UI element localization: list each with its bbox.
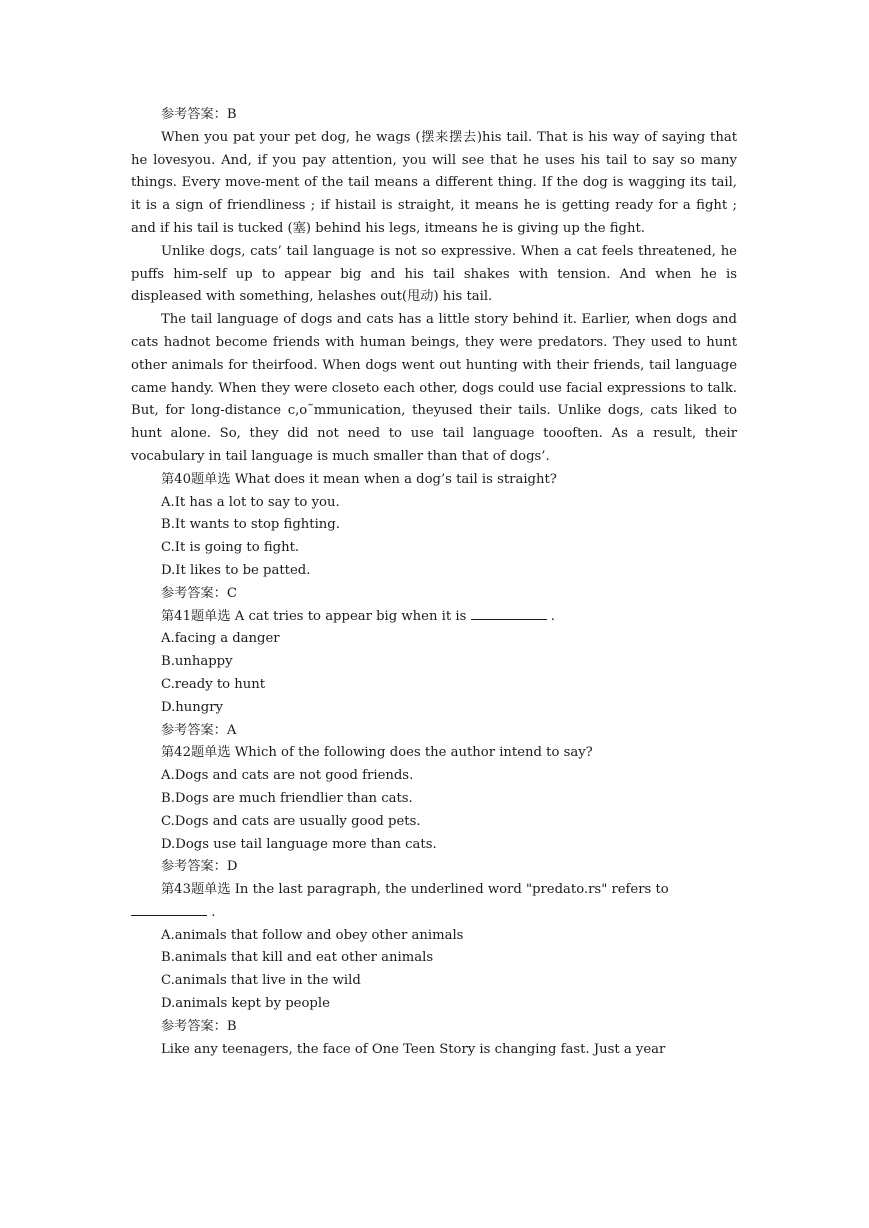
answer-blank bbox=[131, 915, 207, 916]
option-d: D.It likes to be patted. bbox=[161, 562, 311, 578]
passage-paragraph-1: When you pat your pet dog, he wags (摆来摆去)his tail. That is his way of saying that he lovesyou. And, if you pay attention, you will see that he uses his tail to say so many things. Every move-ment of the tail means a different thing. If the dog is wagging its tail, it is a sign of friendliness ; if histail is straight, it means he is getting ready for a fight ; and if his tail is tucked (塞) behind his legs, itmeans he is giving up the fight. bbox=[131, 129, 737, 236]
option-c: C.ready to hunt bbox=[161, 676, 266, 692]
answer-blank bbox=[471, 619, 547, 620]
option-a: A.facing a danger bbox=[161, 631, 280, 647]
answer-key: 参考答案：B bbox=[161, 107, 237, 122]
passage-paragraph-3: The tail language of dogs and cats has a little story behind it. Earlier, when dogs and cats hadnot become friends with human beings, they were predators. They used to hunt other animals for theirfood. When dogs went out hunting with their friends, tail language came handy. When they were closeto each other, dogs could use facial expressions to talk. But, for long-distance c,o˜mmunication, theyused their tails. Unlike dogs, cats liked to hunt alone. So, they did not need to use tail language toooften. As a result, their vocabulary in tail language is much smaller than that of dogs’. bbox=[131, 312, 737, 464]
option-a: A.animals that follow and obey other animals bbox=[161, 927, 464, 943]
option-d: D.Dogs use tail language more than cats. bbox=[161, 836, 437, 852]
option-b: B.unhappy bbox=[161, 654, 233, 670]
question-stem: 第41题单选 A cat tries to appear big when it is . bbox=[161, 608, 555, 624]
option-b: B.Dogs are much friendlier than cats. bbox=[161, 790, 413, 806]
option-a: A.It has a lot to say to you. bbox=[161, 494, 340, 510]
answer-key: 参考答案：A bbox=[161, 722, 237, 738]
answer-key: 参考答案：D bbox=[161, 859, 238, 875]
question-stem: 第42题单选 Which of the following does the author intend to say? bbox=[161, 745, 593, 761]
option-d: D.animals kept by people bbox=[161, 996, 330, 1012]
answer-key: 参考答案：C bbox=[161, 585, 238, 601]
answer-key: 参考答案：B bbox=[161, 1018, 237, 1034]
document-page bbox=[131, 104, 737, 1061]
option-c: C.It is going to fight. bbox=[161, 540, 300, 556]
question-stem: 第43题单选 In the last paragraph, the underlined word "predato.rs" refers to bbox=[161, 882, 669, 898]
option-b: B.It wants to stop fighting. bbox=[161, 517, 340, 533]
next-passage-start: Like any teenagers, the face of One Teen Story is changing fast. Just a year bbox=[161, 1041, 666, 1057]
option-d: D.hungry bbox=[161, 699, 223, 715]
option-c: C.Dogs and cats are usually good pets. bbox=[161, 813, 421, 829]
passage-paragraph-2: Unlike dogs, cats’ tail language is not so expressive. When a cat feels threatened, he puffs him-self up to appear big and his tail shakes with tension. And when he is displeased with something, helashes out(甩动) his tail. bbox=[131, 243, 737, 305]
option-b: B.animals that kill and eat other animals bbox=[161, 950, 434, 966]
question-stem-continuation: . bbox=[131, 902, 737, 925]
option-a: A.Dogs and cats are not good friends. bbox=[161, 768, 414, 784]
option-c: C.animals that live in the wild bbox=[161, 973, 361, 989]
question-stem: 第40题单选 What does it mean when a dog’s tail is straight? bbox=[161, 471, 557, 487]
